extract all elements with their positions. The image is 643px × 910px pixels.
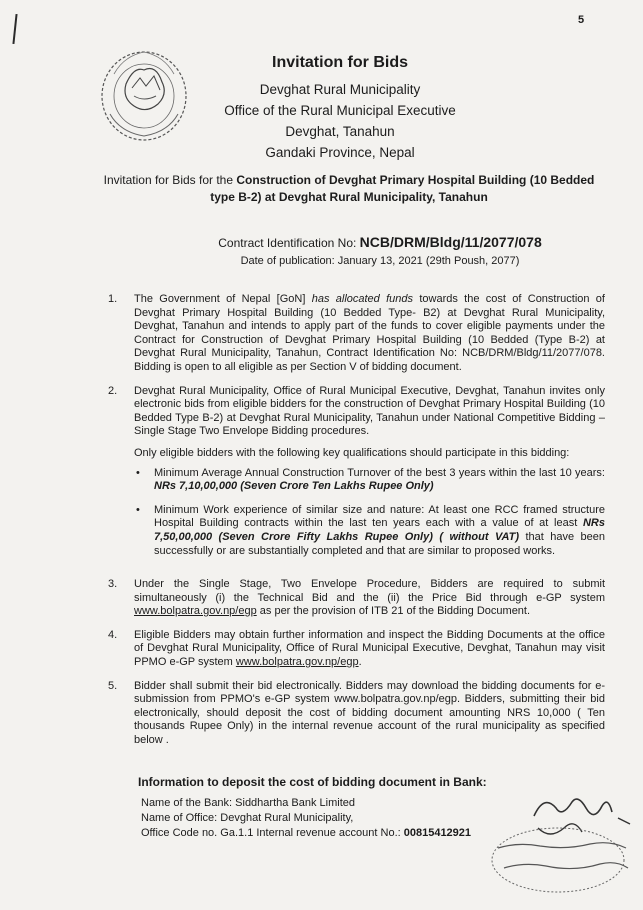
turnover-amount: NRs 7,10,00,000 (Seven Crore Ten Lakhs Rupee Only) [154,480,434,493]
office-name: Office of the Rural Municipal Executive [224,103,456,118]
office-location: Devghat, Tanahun [285,124,395,139]
item-text-part: towards the cost of Construction of Devghat Primary Hospital Building (10 Bedded Type- B2) at Devghat Rural Municipality, Devghat, Tanahun and intends to apply part of the funds to cover eligible payments under the Contract for Construction of Devghat Primary Hospital Building (10 Bedded (Type B-2) at Devghat Rural Municipality, Tanahun, Contract Identification No: NCB/DRM/Bldg/11/2077/078. Bidding is open to all eligible as per Section V of bidding document. [134,293,605,373]
item-number: 2. [108,384,118,397]
document-title: Invitation for Bids [272,54,408,71]
bid-subject [94,172,604,206]
item-text-part: . [358,656,362,669]
bullet-text-part: that have been successfully or are substantially completed and that are similar to proposed works. [154,530,606,557]
contract-number: NCB/DRM/Bldg/11/2077/078 [359,234,542,250]
margin-pen-mark [12,14,17,44]
account-number: 00815412921 [403,827,472,839]
item-number: 1. [108,293,118,305]
list-item [100,293,605,375]
list-item [100,385,605,569]
item-text [134,578,605,619]
bullet-icon: • [136,503,140,516]
bullet-text-part: Minimum Average Annual Construction Turnover of the best 3 years within the last 10 years: [154,466,605,479]
bullet-text-part: Minimum Work experience of similar size and nature: At least one RCC framed structure Hospital Building contracts within the last ten years each with a value of at least [154,503,605,530]
office-of-account: Name of Office: Devghat Rural Municipality, [141,812,354,824]
notice-body [100,293,605,758]
item-text-part: Eligible Bidders may obtain further information and inspect the Bidding Documents at the office of Devghat Rural Municipality, Office of Rural Municipal Executive, Devghat, Tanahun may visit PPMO e-GP system [134,628,605,669]
list-item [100,629,605,670]
account-line [141,826,471,841]
list-item [100,680,605,748]
contract-value-amount: NRs 7,50,00,000 (Seven Crore Fifty Lakhs Rupee Only) ( without VAT) [154,517,605,543]
municipality-seal [98,44,190,144]
item-text [134,293,605,375]
signature-stamp [478,788,638,898]
egp-link[interactable]: www.bolpatra.gov.np/egp [235,656,359,669]
office-code: Office Code no. Ga.1.1 Internal revenue account No.: [141,827,404,839]
page-number: 5 [578,14,585,26]
bullet-text [154,467,605,494]
bullet-icon: • [136,466,140,479]
bid-subject-prefix: Invitation for Bids for the [103,173,237,187]
municipality-name: Devghat Rural Municipality [259,82,421,97]
item-text [134,385,605,569]
item-number: 3. [108,578,118,591]
publication-date: Date of publication: January 13, 2021 (29th Poush, 2077) [240,255,520,267]
item-text [134,629,605,670]
item-text: Bidder shall submit their bid electronically. Bidders may download the bidding documents for e-submission from PPMO's e-GP system www.bolpatra.gov.np/egp. Bidders, submitting their bid electronically, should deposit the cost of bidding document amounting NRS 10,000 ( Ten thousands Rupee Only) in the internal revenue account of the rural municipality as specified below . [134,679,605,747]
qualification-bullet [134,467,605,494]
list-item [100,578,605,619]
item-number: 4. [108,628,118,641]
item-text-part: The Government of Nepal [GoN] [134,293,312,305]
bank-info-heading: Information to deposit the cost of bidding document in Bank: [138,775,487,789]
item-text-part: Under the Single Stage, Two Envelope Procedure, Bidders are required to submit simultaneously (i) the Technical Bid and the (ii) the Price Bid through e-GP system [134,578,605,604]
egp-link[interactable]: www.bolpatra.gov.np/egp [134,605,257,618]
item-paragraph: Devghat Rural Municipality, Office of Rural Municipal Executive, Devghat, Tanahun invites only electronic bids from eligible bidders for the construction of Devghat Primary Hospital Building (10 Bedded Type B-2) at Devghat Rural Municipality, Tanahun under National Competitive Bidding – Single Stage Two Envelope Bidding procedures. [134,384,605,438]
bid-subject-title: Construction of Devghat Primary Hospital Building (10 Bedded type B-2) at Devghat Rural Municipality, Tanahun [210,173,595,204]
contract-label: Contract Identification No: [218,236,360,250]
contract-identification [170,234,590,250]
bank-details [141,796,471,841]
item-text-emphasis: has allocated funds [311,293,414,305]
bank-name: Name of the Bank: Siddhartha Bank Limited [141,797,356,809]
province-name: Gandaki Province, Nepal [265,145,415,160]
document-header [190,54,490,163]
qualification-bullet [134,504,605,558]
bullet-text [154,504,605,558]
qualifications-intro: Only eligible bidders with the following key qualifications should participate in this bidding: [134,446,570,459]
item-text-part: as per the provision of ITB 21 of the Bidding Document. [256,605,531,618]
item-number: 5. [108,679,118,692]
